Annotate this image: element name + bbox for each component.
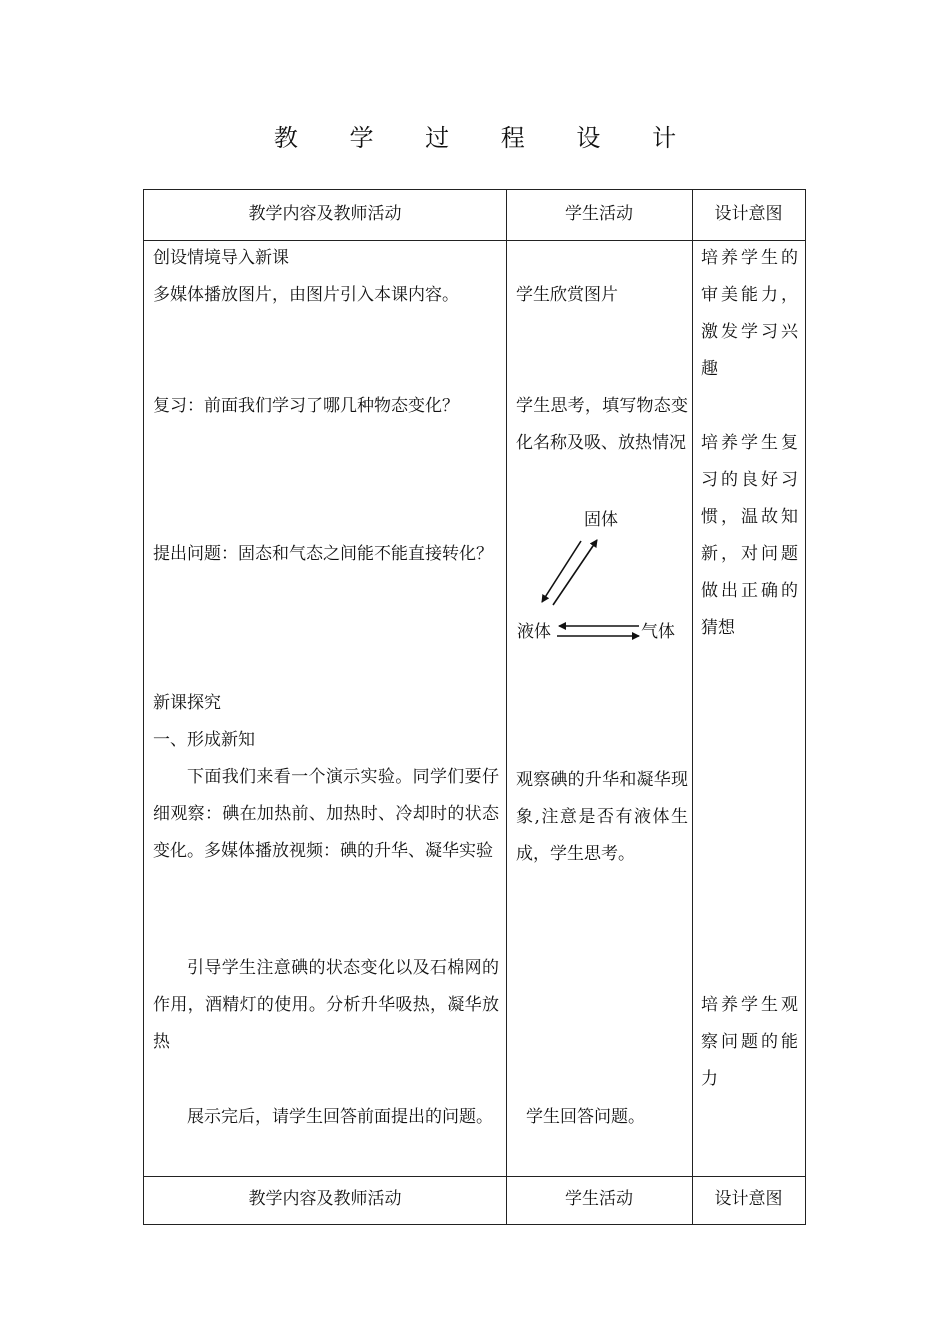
page-title: 教 学 过 程 设 计 [273, 124, 699, 152]
student-think: 学生思考，填写物态变化名称及吸、放热情况 [516, 396, 688, 453]
intent-1: 培养学生的审美能力，激发学习兴趣 [701, 248, 798, 379]
new-lesson-block [153, 685, 499, 870]
intro-heading: 创设情境导入新课 [153, 248, 289, 268]
student-answer: 学生回答问题。 [526, 1107, 645, 1127]
header-teacher-activity: 教学内容及教师活动 [248, 204, 402, 224]
lesson-table [143, 189, 806, 1225]
after-text: 展示完后，请学生回答前面提出的问题。 [187, 1107, 493, 1127]
review-text: 复习：前面我们学习了哪几种物态变化？ [153, 396, 459, 416]
guide-block [153, 950, 499, 1061]
diagram-arrows [517, 510, 689, 650]
column-divider [692, 190, 693, 1224]
question-block [153, 536, 499, 573]
diagram-solid-label: 固体 [584, 510, 618, 530]
header-student-activity: 学生活动 [565, 204, 633, 224]
student-appreciate: 学生欣赏图片 [516, 285, 618, 305]
footer-header-design-intent: 设计意图 [714, 1189, 783, 1209]
demo-text: 下面我们来看一个演示实验。同学们要仔细观察：碘在加热前、加热时、冷却时的状态变化。多媒体播放视频：碘的升华、凝华实验 [153, 767, 499, 861]
review-block [153, 388, 499, 425]
question-text: 提出问题：固态和气态之间能不能直接转化？ [153, 544, 493, 564]
diagram-gas-label: 气体 [641, 622, 675, 642]
state-change-diagram [517, 510, 689, 650]
header-design-intent: 设计意图 [714, 204, 783, 224]
footer-header-student-activity: 学生活动 [565, 1189, 633, 1209]
row-divider [144, 1176, 805, 1177]
column-divider [506, 190, 507, 1224]
student-observe: 观察碘的升华和凝华现象,注意是否有液体生成，学生思考。 [516, 770, 688, 864]
intent-2: 培养学生复习的良好习惯，温故知新，对问题做出正确的猜想 [701, 433, 798, 638]
intent-3: 培养学生观察问题的能力 [701, 995, 798, 1089]
diagram-liquid-label: 液体 [517, 622, 551, 642]
new-lesson-heading: 新课探究 [153, 693, 221, 713]
intro-text: 多媒体播放图片，由图片引入本课内容。 [153, 285, 459, 305]
footer-header-teacher-activity: 教学内容及教师活动 [248, 1189, 402, 1209]
section-heading: 一、形成新知 [153, 730, 255, 750]
guide-text: 引导学生注意碘的状态变化以及石棉网的作用，酒精灯的使用。分析升华吸热，凝华放热 [153, 958, 499, 1052]
after-block [153, 1099, 499, 1136]
teacher-column [153, 240, 499, 314]
